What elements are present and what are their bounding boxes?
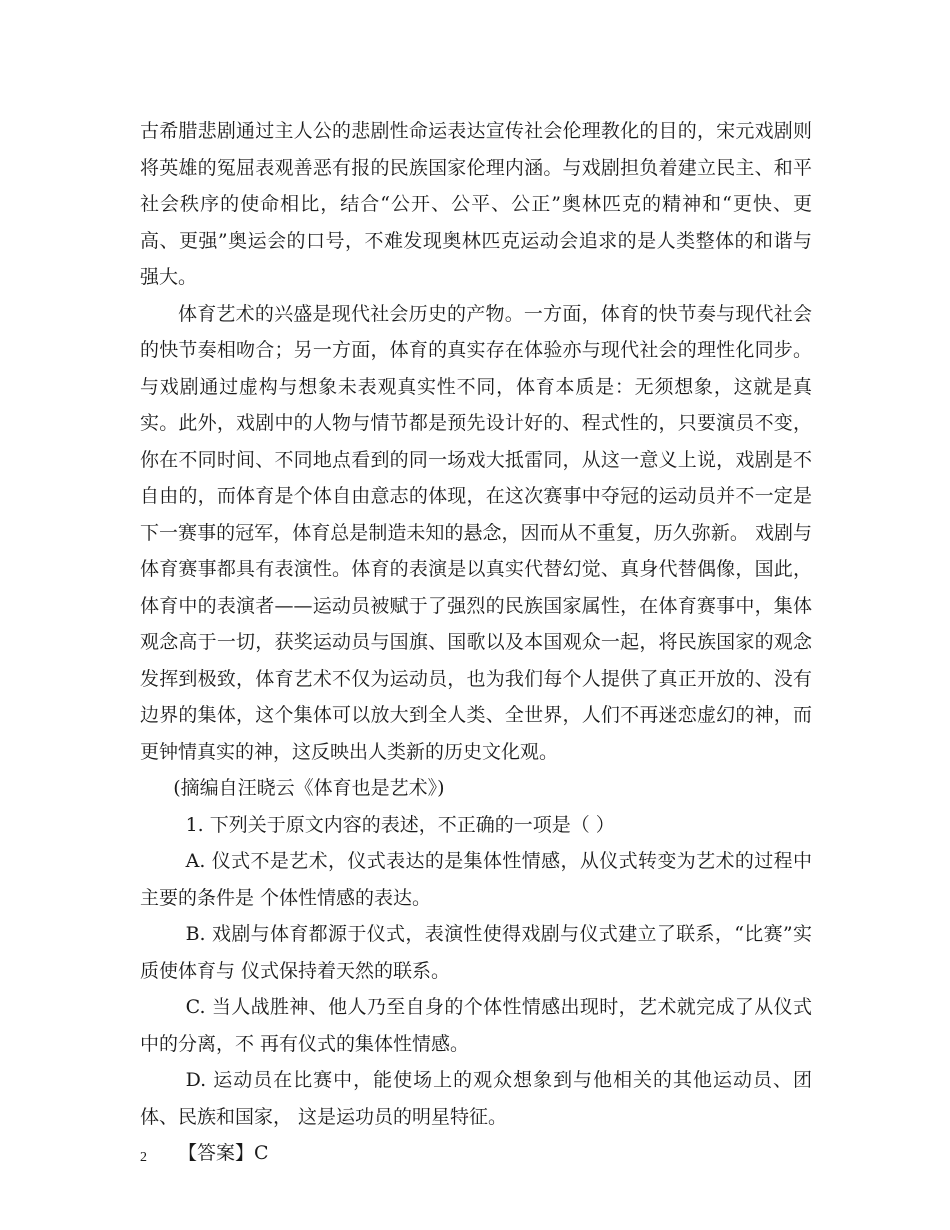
paragraph-main: 体育艺术的兴盛是现代社会历史的产物。一方面，体育的快节奏与现代社会的快节奏相吻合；另一方面，体育的真实存在体验亦与现代社会的理性化同步。与戏剧通过虚构与想象未表观真实性不同，体育本质是：无须想象，这就是真实。此外，戏剧中的人物与情节都是预先设计好的、程式性的，只要演员不变，你在不同时间、不同地点看到的同一场戏大抵雷同，从这一意义上说，戏剧是不自由的，而体育是个体自由意志的体现，在这次赛事中夺冠的运动员并不一定是下一赛事的冠军，体育总是制造未知的悬念，因而从不重复，历久弥新。 戏剧与体育赛事都具有表演性。体育的表演是以真实代替幻觉、真身代替偶像，国此，体育中的表演者——运动员被赋于了强烈的民族国家属性，在体育赛事中，集体观念高于一切，获奖运动员与国旗、国歌以及本国观众一起，将民族国家的观念发挥到极致，体育艺术不仅为运动员，也为我们每个人提供了真正开放的、没有边界的集体，这个集体可以放大到全人类、全世界，人们不再迷恋虚幻的神，而更钟情真实的神，这反映出人类新的历史文化观。 — [140, 302, 812, 763]
paragraph-continued: 古希腊悲剧通过主人公的悲剧性命运表达宣传社会伦理教化的目的，宋元戏剧则将英雄的冤屈表观善恶有报的民族国家伦理内涵。与戏剧担负着建立民主、和平社会秩序的使命相比，结合“公开、公平、公正”奥林匹克的精神和“更快、更高、更强”奥运会的口号，不难发现奥林匹克运动会追求的是人类整体的和谐与强大。 — [140, 120, 812, 288]
option-a: A. 仪式不是艺术，仪式表达的是集体性情感，从仪式转变为艺术的过程中主要的条件是 个体性情感的表达。 — [140, 850, 812, 909]
answer: 【答案】C — [178, 1142, 269, 1164]
document-body — [140, 113, 812, 1172]
option-c: C. 当人战胜神、他人乃至自身的个体性情感出现时，艺术就完成了从仪式中的分离，不 再有仪式的集体性情感。 — [140, 996, 812, 1055]
question-text: 1. 下列关于原文内容的表述，不正确的一项是（ ） — [185, 813, 615, 836]
source-note: (摘编自汪晓云《体育也是艺术》) — [173, 777, 445, 799]
page-number: 2 — [140, 1150, 147, 1165]
option-b: B. 戏剧与体育都源于仪式，表演性使得戏剧与仪式建立了联系，“比赛”实质使体育与 仪式保持着天然的联系。 — [140, 923, 812, 982]
option-d: D. 运动员在比赛中，能使场上的观众想象到与他相关的其他运动员、团体、民族和国家， 这是运功员的明星特征。 — [140, 1069, 812, 1128]
